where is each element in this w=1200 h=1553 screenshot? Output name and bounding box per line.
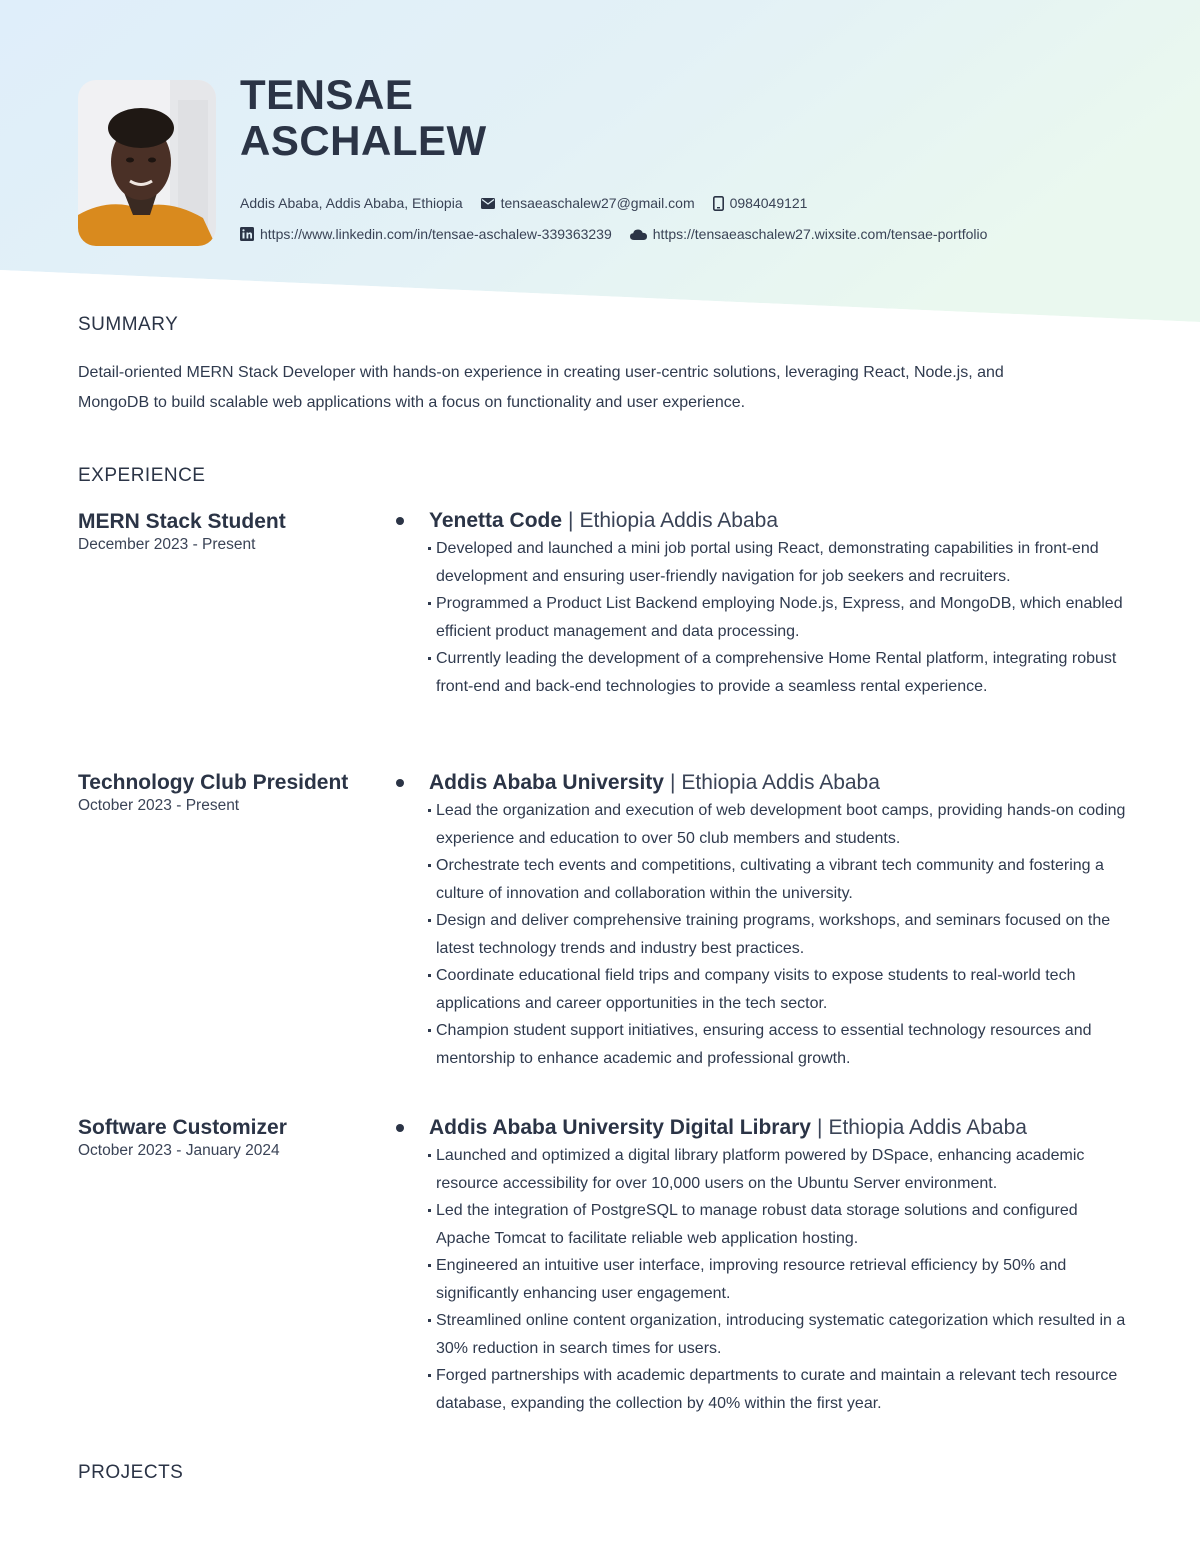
first-name: TENSAE (240, 71, 414, 118)
list-item: Coordinate educational field trips and company visits to expose students to real-world tech applications and career opportunities in the tech sector. (436, 962, 1134, 1017)
list-item: Streamlined online content organization, introducing systematic categorization which resulted in a 30% reduction in search times for users. (436, 1307, 1134, 1362)
job-bullets (394, 797, 1134, 1072)
portfolio-link[interactable]: https://tensaeaschalew27.wixsite.com/tensae-portfolio (652, 226, 988, 242)
job-3-details (394, 1114, 1134, 1417)
divider: | (568, 509, 574, 532)
linkedin-link[interactable]: https://www.linkedin.com/in/tensae-aschalew-339363239 (260, 226, 612, 242)
company-line (394, 1114, 1134, 1142)
company-line (394, 507, 1134, 535)
cloud-icon (630, 229, 647, 240)
list-item: Orchestrate tech events and competitions, cultivating a vibrant tech community and fostering a culture of innovation and collaboration within the university. (436, 852, 1134, 907)
summary-heading: SUMMARY (78, 314, 179, 335)
profile-photo (78, 80, 216, 246)
company-name: Addis Ababa University Digital Library (429, 1116, 811, 1139)
summary-text: Detail-oriented MERN Stack Developer with hands-on experience in creating user-centric solutions, leveraging React, Node.js, and MongoDB to build scalable web applications with a focus on functionality and user experience. (78, 364, 1004, 411)
email-link[interactable]: tensaeaschalew27@gmail.com (500, 195, 695, 211)
company-location: Ethiopia Addis Ababa (828, 1116, 1027, 1139)
list-item: Lead the organization and execution of web development boot camps, providing hands-on coding experience and education to over 50 club members and students. (436, 797, 1134, 852)
job-bullets (394, 535, 1134, 700)
company-location: Ethiopia Addis Ababa (579, 509, 779, 532)
list-item: Developed and launched a mini job portal using React, demonstrating capabilities in front-end development and ensuring user-friendly navigation for job seekers and recruiters. (436, 535, 1134, 590)
job-1-details (394, 507, 1134, 700)
projects-heading: PROJECTS (78, 1462, 184, 1480)
company-location: Ethiopia Addis Ababa (681, 771, 880, 794)
bullet-dot (396, 1124, 404, 1132)
bullet-dot (396, 779, 404, 787)
phone-icon (713, 196, 724, 211)
list-item: Engineered an intuitive user interface, improving resource retrieval efficiency by 50% and significantly enhancing user engagement. (436, 1252, 1134, 1307)
projects-heading-clip (78, 1462, 183, 1480)
experience-heading: EXPERIENCE (78, 465, 206, 486)
phone-number[interactable]: 0984049121 (729, 195, 808, 211)
job-dates: October 2023 - January 2024 (78, 1142, 280, 1159)
job-title: Software Customizer (78, 1116, 287, 1139)
contact-row-primary (240, 195, 807, 211)
job-1-meta (78, 508, 358, 554)
list-item: Forged partnerships with academic departments to curate and maintain a relevant tech resource database, expanding the collection by 40% within the first year. (436, 1362, 1134, 1417)
job-dates: December 2023 - Present (78, 536, 256, 553)
email-icon (481, 198, 495, 209)
job-2-details (394, 769, 1134, 1072)
candidate-name (240, 72, 487, 164)
list-item: Led the integration of PostgreSQL to manage robust data storage solutions and configured Apache Tomcat to facilitate reliable web application hosting. (436, 1197, 1134, 1252)
divider: | (669, 771, 676, 794)
job-dates: October 2023 - Present (78, 797, 240, 814)
list-item: Champion student support initiatives, ensuring access to essential technology resources and mentorship to enhance academic and professional growth. (436, 1017, 1134, 1072)
list-item: Programmed a Product List Backend employing Node.js, Express, and MongoDB, which enabled efficient product management and data processing. (436, 590, 1134, 645)
list-item: Launched and optimized a digital library platform powered by DSpace, enhancing academic resource accessibility for over 10,000 users on the Ubuntu Server environment. (436, 1142, 1134, 1197)
company-name: Yenetta Code (429, 509, 563, 532)
list-item: Design and deliver comprehensive training programs, workshops, and seminars focused on the latest technology trends and industry best practices. (436, 907, 1134, 962)
linkedin-icon (240, 227, 254, 241)
job-title: Technology Club President (78, 771, 349, 794)
company-name: Addis Ababa University (429, 771, 664, 794)
last-name: ASCHALEW (240, 117, 487, 164)
divider: | (816, 1116, 823, 1139)
job-title: MERN Stack Student (78, 510, 286, 533)
contact-row-links (240, 226, 987, 242)
job-3-meta (78, 1114, 358, 1160)
job-2-meta (78, 769, 358, 815)
company-line (394, 769, 1134, 797)
job-bullets (394, 1142, 1134, 1417)
bullet-dot (396, 517, 404, 525)
location-text: Addis Ababa, Addis Ababa, Ethiopia (240, 195, 463, 211)
list-item: Currently leading the development of a comprehensive Home Rental platform, integrating robust front-end and back-end technologies to provide a seamless rental experience. (436, 645, 1134, 700)
